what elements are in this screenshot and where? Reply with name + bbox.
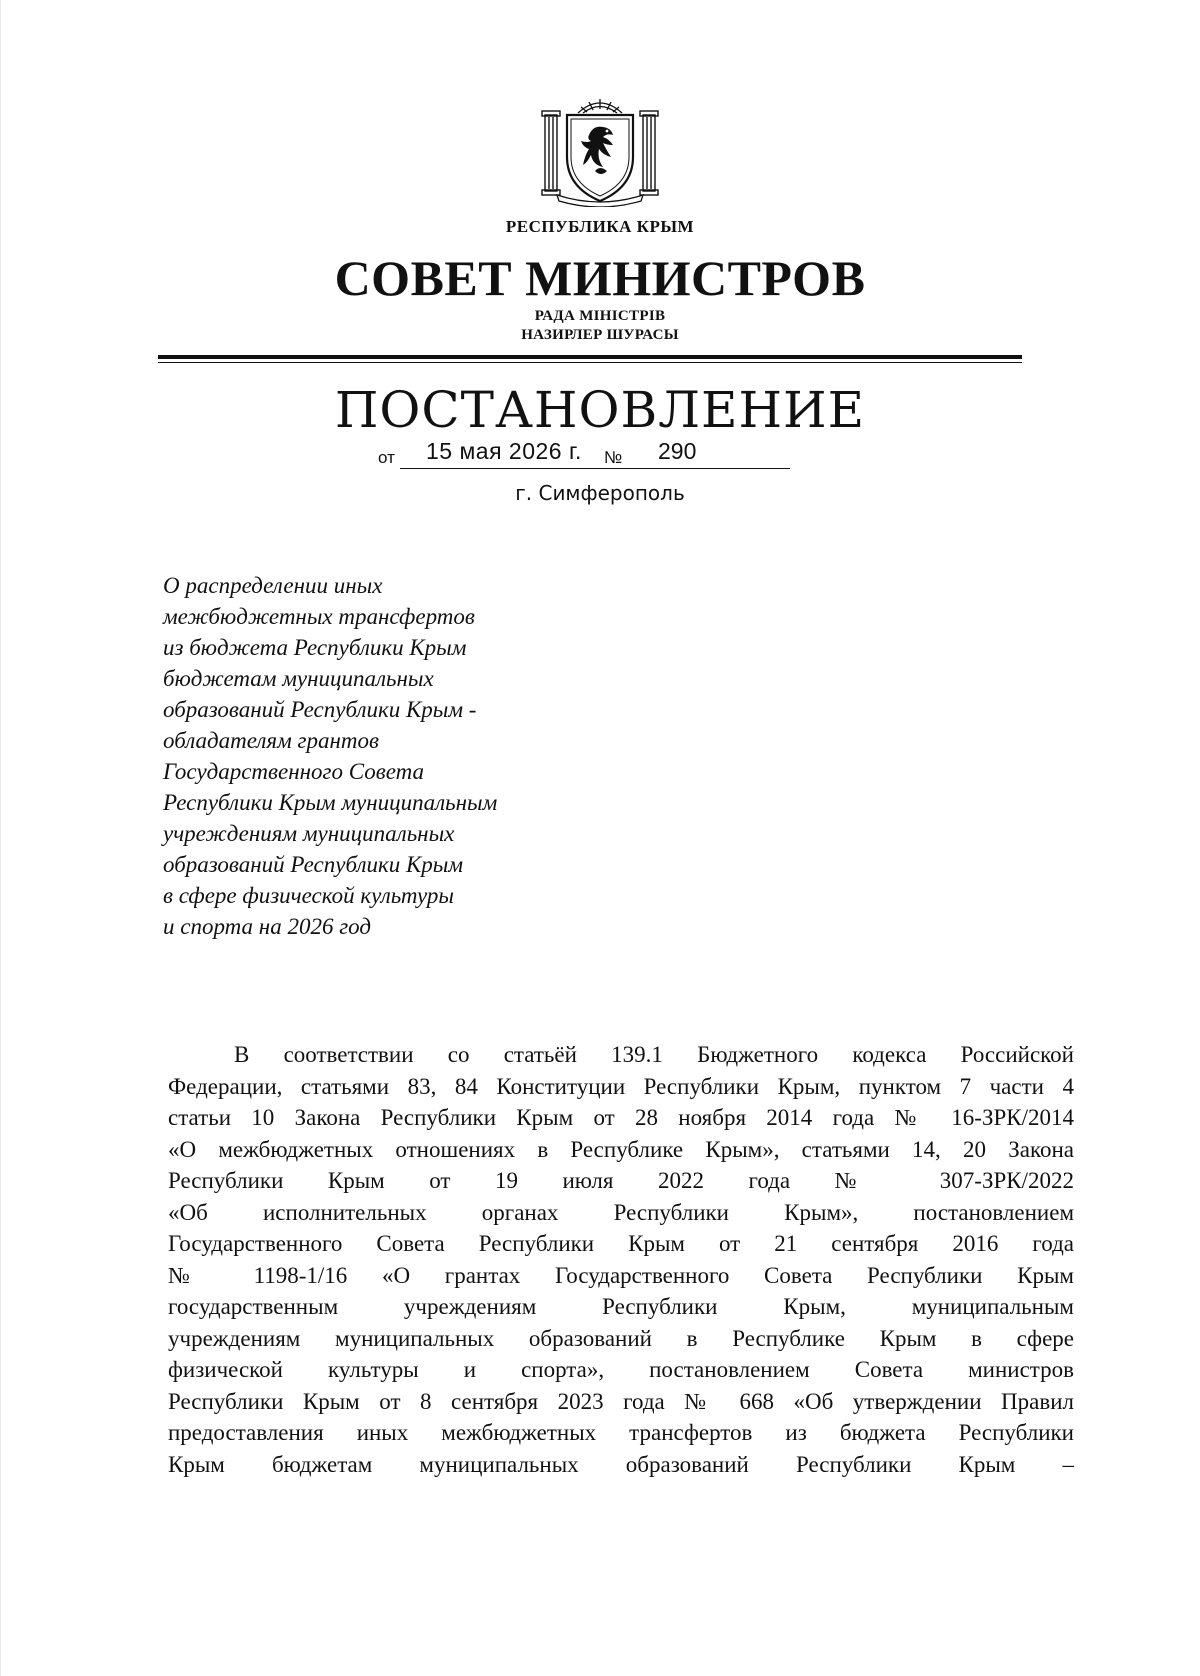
subject-line: обладателям грантов (163, 728, 380, 753)
subject-line: Государственного Совета (163, 759, 425, 784)
number-prefix: № (604, 448, 623, 467)
body-line: Крым бюджетам муниципальных образований Республики Крым – (168, 1451, 1074, 1477)
body-line: Республики Крым от 19 июля 2022 года № 307-ЗРК/2022 (168, 1168, 1074, 1193)
subject-line: и спорта на 2026 год (163, 914, 372, 939)
body-line: «Об исполнительных органах Республики Крым», постановлением (168, 1199, 1074, 1225)
subject-line: в сфере физической культуры (163, 883, 454, 908)
subject-line: образований Республики Крым (163, 852, 464, 877)
document-place: г. Симферополь (515, 481, 685, 505)
body-line: Республики Крым от 8 сентября 2023 года № 668 «Об утверждении Правил (168, 1388, 1074, 1414)
subject-line: О распределении иных (163, 573, 383, 598)
document-subject (163, 570, 603, 942)
body-line: статьи 10 Закона Республики Крым от 28 ноября 2014 года № 16-ЗРК/2014 (168, 1105, 1074, 1130)
coat-of-arms-emblem (537, 95, 663, 207)
body-line: учреждениям муниципальных образований в Республике Крым в сфере (168, 1325, 1074, 1351)
subject-line: учреждениям муниципальных (163, 821, 455, 846)
date-prefix: от (378, 448, 395, 467)
document-date: 15 мая 2026 г. (426, 438, 582, 464)
date-underline (400, 468, 790, 469)
document-number: 290 (658, 438, 697, 464)
body-line: физической культуры и спорта», постановлением Совета министров (168, 1357, 1074, 1382)
body-line: предоставления иных межбюджетных трансфертов из бюджета Республики (168, 1420, 1074, 1445)
subject-line: бюджетам муниципальных (163, 666, 434, 691)
document-body (168, 1039, 1074, 1480)
body-line: Государственного Совета Республики Крым от 21 сентября 2016 года (168, 1231, 1074, 1256)
body-line: «О межбюджетных отношениях в Республике Крым», статьями 14, 20 Закона (168, 1136, 1074, 1162)
body-line: Федерации, статьями 83, 84 Конституции Республики Крым, пунктом 7 части 4 (168, 1073, 1074, 1099)
subject-line: межбюджетных трансфертов (163, 604, 475, 629)
body-line: В соответствии со статьёй 139.1 Бюджетного кодекса Российской (234, 1042, 1074, 1067)
body-line: государственным учреждениям Республики Крым, муниципальным (168, 1294, 1074, 1319)
organization-name-ua: РАДА МІНІСТРІВ (534, 308, 666, 324)
organization-name: СОВЕТ МИНИСТРОВ (334, 250, 866, 306)
republic-name: РЕСПУБЛИКА КРЫМ (505, 217, 695, 236)
subject-line: образований Республики Крым - (163, 697, 477, 722)
body-line: № 1198-1/16 «О грантах Государственного Совета Республики Крым (168, 1262, 1074, 1288)
subject-line: из бюджета Республики Крым (163, 635, 467, 660)
header-divider-thin (158, 362, 1022, 363)
organization-name-crh: НАЗИРЛЕР ШУРАСЫ (521, 327, 679, 343)
document-type-title: ПОСТАНОВЛЕНИЕ (334, 381, 866, 439)
header-divider-thick (158, 355, 1022, 359)
subject-line: Республики Крым муниципальным (163, 790, 498, 815)
date-number-line (378, 438, 798, 472)
